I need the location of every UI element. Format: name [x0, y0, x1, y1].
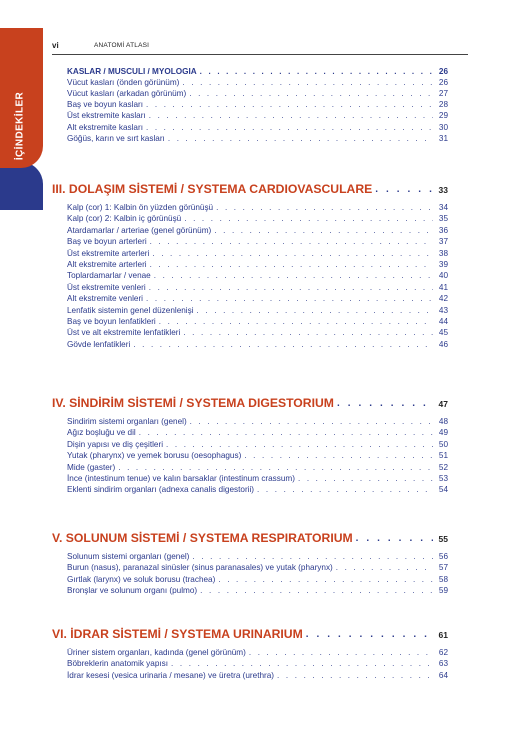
toc-section-heading[interactable] — [52, 626, 448, 642]
toc-entry[interactable] — [67, 88, 448, 99]
dot-leader — [171, 658, 433, 669]
dot-leader — [146, 293, 433, 304]
toc-entry-title: Burun (nasus), paranazal sinüsler (sinus paranasales) ve yutak (pharynx) — [67, 563, 333, 573]
toc-entry-title: Mide (gaster) — [67, 462, 116, 472]
toc-entry-page: 54 — [438, 485, 448, 495]
section-page: 47 — [438, 399, 448, 409]
toc-entry-page: 42 — [438, 294, 448, 304]
toc-entry[interactable] — [67, 473, 448, 484]
toc-entry-page: 41 — [438, 282, 448, 292]
toc-entry[interactable] — [67, 236, 448, 247]
toc-entry[interactable] — [67, 670, 448, 681]
toc-entry-title: Ağız boşluğu ve dil — [67, 428, 136, 438]
dot-leader — [190, 416, 433, 427]
dot-leader — [192, 551, 433, 562]
toc-entry-page: 48 — [438, 417, 448, 426]
dot-leader — [249, 647, 433, 658]
toc-entry[interactable] — [67, 77, 448, 88]
dot-leader — [200, 585, 433, 596]
toc-entry-page: 31 — [438, 133, 448, 143]
section-page: 61 — [438, 630, 448, 640]
dot-leader — [146, 122, 433, 133]
toc-entry[interactable] — [67, 305, 448, 316]
section-page: 55 — [438, 534, 448, 544]
dot-leader — [159, 316, 433, 327]
dot-leader — [189, 88, 433, 99]
toc-entry-title: İnce (intestinum tenue) ve kalın barsaklar (intestinum crassum) — [67, 474, 295, 483]
dot-leader — [152, 248, 433, 259]
dot-leader — [146, 99, 433, 110]
toc-entry-page: 51 — [438, 451, 448, 461]
toc-entry-page: 46 — [438, 339, 448, 349]
toc-entry-title: Kalp (cor) 1: Kalbin ön yüzden görünüşü — [67, 203, 214, 212]
toc-entry-title: Üst ve alt ekstremite lenfatikleri — [67, 328, 181, 338]
dot-leader — [183, 327, 433, 338]
toc-entry[interactable] — [67, 551, 448, 562]
toc-entry[interactable] — [67, 484, 448, 495]
toc-entry[interactable] — [67, 450, 448, 461]
toc-entry-page: 27 — [438, 89, 448, 99]
toc-entry-page: 50 — [438, 439, 448, 449]
toc-entry[interactable] — [67, 585, 448, 596]
toc-entry[interactable] — [67, 248, 448, 259]
toc-entry[interactable] — [67, 225, 448, 236]
toc-entry-title: Lenfatik sistemin genel düzenlenişi — [67, 305, 194, 315]
toc-entry-page: 26 — [438, 67, 448, 76]
dot-leader — [306, 628, 433, 642]
dot-leader — [166, 439, 433, 450]
toc-entry-page: 57 — [438, 563, 448, 573]
toc-entry[interactable] — [67, 202, 448, 213]
dot-leader — [200, 66, 433, 77]
dot-leader — [356, 532, 433, 546]
dot-leader — [218, 574, 433, 585]
dot-leader — [150, 259, 433, 270]
toc-entry[interactable] — [67, 259, 448, 270]
toc-entry-title: Toplardamarlar / venae — [67, 271, 151, 281]
dot-leader — [139, 427, 433, 438]
dot-leader — [375, 183, 433, 197]
toc-entry-title: Bronşlar ve solunum organı (pulmo) — [67, 586, 198, 596]
toc-entry-title: Üst ekstremite kasları — [67, 111, 146, 121]
toc-entry-title: Baş ve boyun kasları — [67, 100, 144, 110]
toc-entry-page: 62 — [438, 648, 448, 657]
toc-entry-title: Üst ekstremite venleri — [67, 282, 146, 292]
toc-entry-page: 63 — [438, 659, 448, 669]
dot-leader — [337, 397, 433, 411]
toc-entry[interactable] — [67, 213, 448, 224]
toc-entry[interactable] — [67, 282, 448, 293]
dot-leader — [197, 305, 433, 316]
toc-entry[interactable] — [67, 427, 448, 438]
toc-entry-page: 59 — [438, 586, 448, 596]
running-title: ANATOMİ ATLASI — [94, 42, 150, 49]
toc-entry-title: Atardamarlar / arteriae (genel görünüm) — [67, 225, 212, 235]
toc-entry-page: 43 — [438, 305, 448, 315]
toc-entry-title: Gövde lenfatikleri — [67, 339, 131, 349]
toc-entry-page: 49 — [438, 428, 448, 438]
toc-entry[interactable] — [67, 133, 448, 144]
toc-entry-title: Alt ekstremite kasları — [67, 122, 143, 132]
dot-leader — [214, 225, 433, 236]
toc-entry[interactable] — [67, 574, 448, 585]
toc-entry-title: Baş ve boyun lenfatikleri — [67, 317, 156, 326]
toc-entry-page: 44 — [438, 317, 448, 326]
toc-entry[interactable] — [67, 416, 448, 427]
dot-leader — [154, 270, 433, 281]
toc-entry-page: 37 — [438, 237, 448, 247]
toc-entry-title: Dişin yapısı ve diş çeşitleri — [67, 439, 164, 449]
toc-entry[interactable] — [67, 562, 448, 573]
toc-entry[interactable] — [67, 339, 448, 350]
toc-entry-title: Gırtlak (larynx) ve soluk borusu (trachea) — [67, 574, 216, 584]
toc-entry-title: Alt ekstremite venleri — [67, 294, 143, 304]
section-title: VI. İDRAR SİSTEMİ / SYSTEMA URINARIUM — [52, 627, 303, 641]
toc-entry[interactable] — [67, 327, 448, 338]
section-title: IV. SİNDİRİM SİSTEMİ / SYSTEMA DIGESTORIUM — [52, 396, 334, 410]
toc-entry[interactable] — [67, 462, 448, 473]
toc-chapter-heading[interactable] — [67, 66, 448, 77]
toc-entry-page: 39 — [438, 260, 448, 269]
toc-entry-title: Solunum sistemi organları (genel) — [67, 552, 190, 561]
toc-section-heading[interactable] — [52, 395, 448, 411]
toc-entry-title: Sindirim sistemi organları (genel) — [67, 417, 187, 426]
toc-entry-title: Baş ve boyun arterleri — [67, 237, 147, 247]
toc-entry-page: 58 — [438, 574, 448, 584]
toc-entry[interactable] — [67, 658, 448, 669]
toc-entry-title: Vücut kasları (arkadan görünüm) — [67, 89, 187, 99]
toc-entry-page: 64 — [438, 670, 448, 680]
toc-entry[interactable] — [67, 439, 448, 450]
dot-leader — [149, 282, 433, 293]
toc-entry-page: 45 — [438, 328, 448, 338]
dot-leader — [244, 450, 433, 461]
toc-entry-title: Eklenti sindirim organları (adnexa canalis digestorii) — [67, 485, 255, 495]
toc-entry-page: 34 — [438, 203, 448, 212]
dot-leader — [149, 110, 433, 121]
toc-entry-title: Üriner sistem organları, kadında (genel görünüm) — [67, 648, 246, 657]
toc-entry-page: 40 — [438, 271, 448, 281]
section-page: 33 — [438, 185, 448, 195]
toc-entry[interactable] — [67, 316, 448, 327]
toc-entry-title: Kalp (cor) 2: Kalbin iç görünüşü — [67, 214, 182, 224]
dot-leader — [133, 339, 433, 350]
toc-entry[interactable] — [67, 122, 448, 133]
toc-entry-title: Yutak (pharynx) ve yemek borusu (oesophagus) — [67, 451, 242, 461]
toc-entry[interactable] — [67, 110, 448, 121]
toc-entry-page: 56 — [438, 552, 448, 561]
dot-leader — [298, 473, 433, 484]
toc-entry-page: 28 — [438, 100, 448, 110]
dot-leader — [336, 562, 433, 573]
toc-entry[interactable] — [67, 270, 448, 281]
toc-entry-page: 30 — [438, 122, 448, 132]
toc-entry-page: 38 — [438, 248, 448, 258]
dot-leader — [216, 202, 433, 213]
toc-entry[interactable] — [67, 99, 448, 110]
toc-entry-title: Vücut kasları (önden görünüm) — [67, 78, 180, 88]
toc-section-heading[interactable] — [52, 530, 448, 546]
toc-entry-title: Üst ekstremite arterleri — [67, 248, 150, 258]
toc-entry-page: 29 — [438, 111, 448, 121]
dot-leader — [257, 484, 433, 495]
toc-entry-page: 26 — [438, 78, 448, 88]
dot-leader — [277, 670, 433, 681]
page-number: vi — [52, 41, 59, 50]
section-title: V. SOLUNUM SİSTEMİ / SYSTEMA RESPIRATORIUM — [52, 531, 353, 545]
side-tab-label: İÇİNDEKİLER — [14, 91, 26, 161]
dot-leader — [182, 77, 433, 88]
dot-leader — [184, 213, 433, 224]
toc-entry-page: 52 — [438, 462, 448, 472]
toc-entry-page: 53 — [438, 474, 448, 483]
section-title: III. DOLAŞIM SİSTEMİ / SYSTEMA CARDIOVASCULARE — [52, 182, 373, 196]
toc-entry-page: 36 — [438, 225, 448, 235]
toc-entry-title: Alt ekstremite arterleri — [67, 260, 147, 269]
dot-leader — [168, 133, 433, 144]
dot-leader — [118, 462, 433, 473]
toc-entry-title: KASLAR / MUSCULI / MYOLOGIA — [67, 67, 197, 76]
toc-entry[interactable] — [67, 293, 448, 304]
toc-entry-title: Böbreklerin anatomik yapısı — [67, 659, 169, 669]
toc-entry-page: 35 — [438, 214, 448, 224]
toc-entry-title: Göğüs, karın ve sırt kasları — [67, 133, 165, 143]
toc-section-heading[interactable] — [52, 181, 448, 197]
toc-entry-title: İdrar kesesi (vesica urinaria / mesane) ve üretra (urethra) — [67, 670, 275, 680]
toc-entry[interactable] — [67, 647, 448, 658]
dot-leader — [150, 236, 433, 247]
